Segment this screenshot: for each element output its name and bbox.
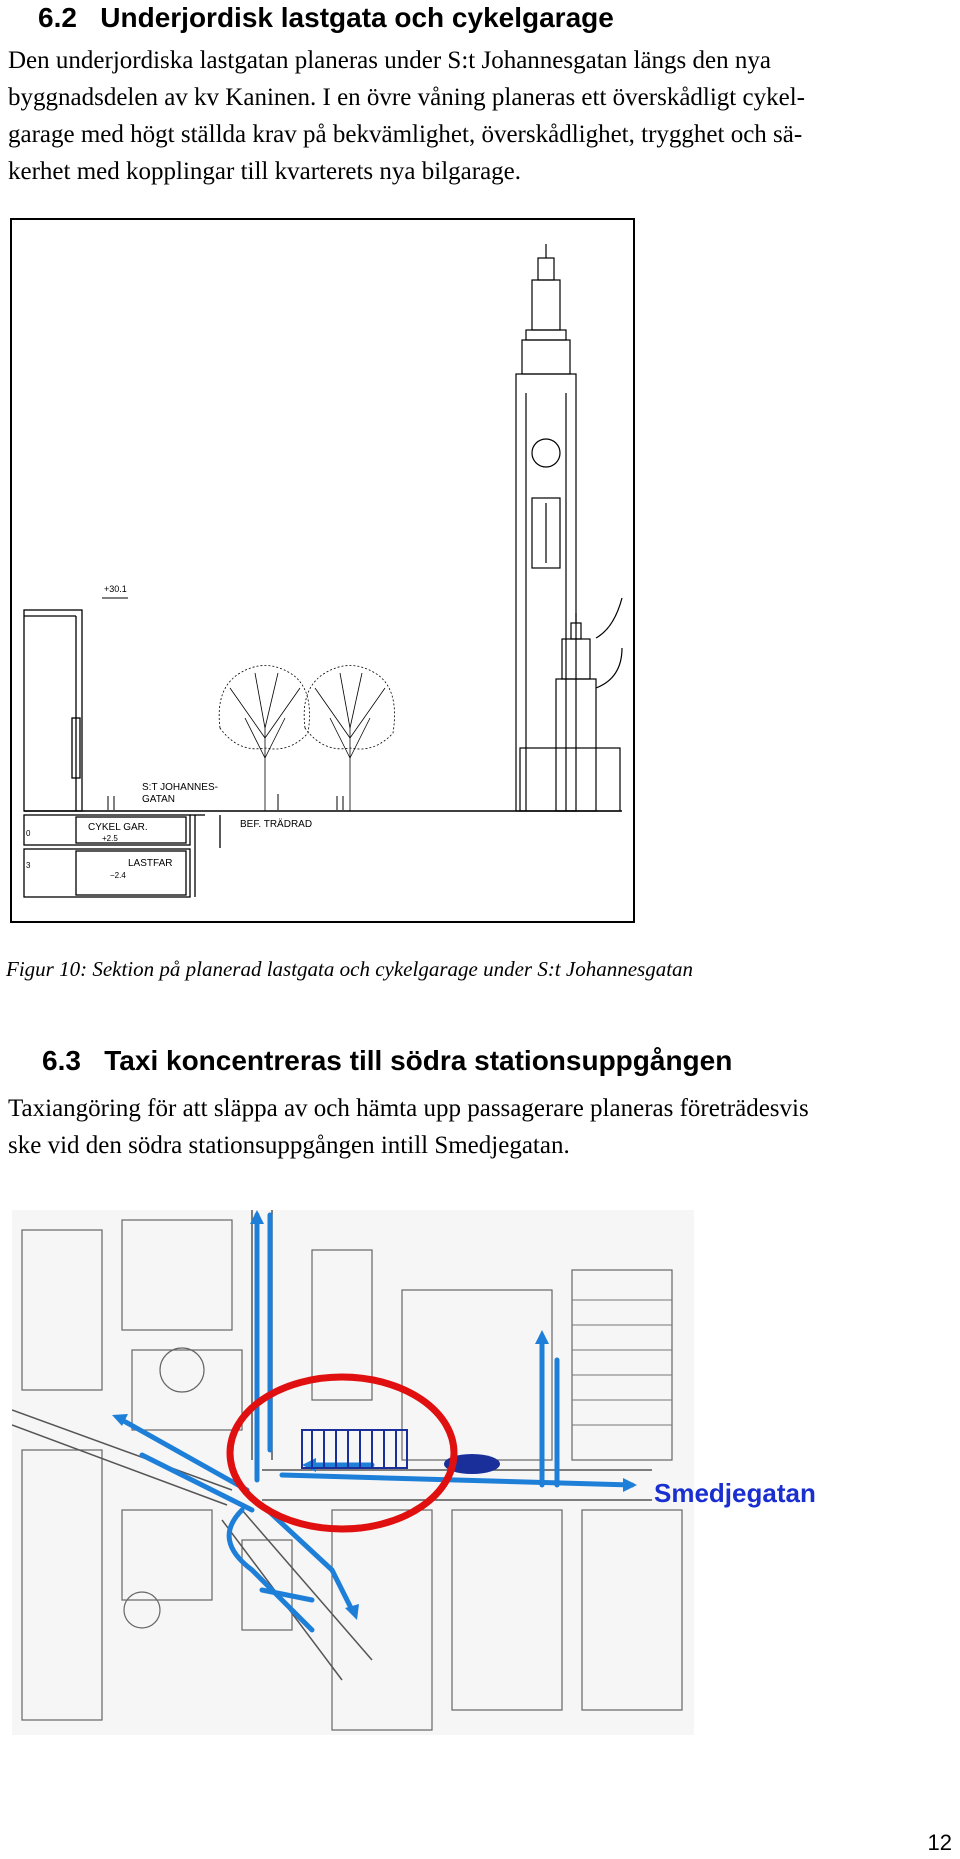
left-level-label: 3 [26, 861, 31, 870]
paragraph-line: ske vid den södra stationsuppgången intill Smedjegatan. [8, 1132, 570, 1159]
bike-garage-level: +2.5 [102, 834, 118, 843]
section-6-2-heading [38, 2, 614, 34]
figure-caption: Figur 10: Sektion på planerad lastgata och cykelgarage under S:t Johannesgatan [6, 957, 694, 981]
paragraph-line: byggnadsdelen av kv Kaninen. I en övre våning planeras ett överskådligt cykel- [8, 84, 805, 111]
section-title: Underjordisk lastgata och cykelgarage [100, 2, 614, 33]
paragraph-line: Den underjordiska lastgatan planeras under S:t Johannesgatan längs den nya [8, 47, 771, 74]
paragraph-line: garage med högt ställda krav på bekvämlighet, överskådlighet, trygghet och sä- [8, 121, 803, 148]
section-6-3-paragraph [8, 1090, 948, 1164]
paragraph-line: kerhet med kopplingar till kvarterets nya bilgarage. [8, 158, 522, 185]
left-level-label: 0 [26, 829, 31, 838]
section-drawing [10, 218, 636, 925]
bike-garage-label: CYKEL GAR. [88, 822, 148, 833]
street-label: S:T JOHANNES- [142, 782, 218, 793]
section-title: Taxi koncentreras till södra stationsuppgången [104, 1045, 733, 1076]
cargo-street-label: LASTFAR [128, 858, 173, 869]
tree-row-label: BEF. TRÄDRAD [240, 819, 313, 830]
section-6-3-heading [42, 1045, 732, 1077]
cargo-street-level: −2.4 [110, 871, 126, 880]
station-map [12, 1210, 948, 1735]
paragraph-line: Taxiangöring för att släppa av och hämta upp passagerare planeras företrädesvis [8, 1095, 809, 1122]
street-name-label: Smedjegatan [654, 1478, 816, 1508]
street-label-2: GATAN [142, 794, 175, 805]
section-6-2-paragraph [8, 42, 948, 190]
page-number: 12 [927, 1830, 952, 1855]
section-number: 6.2 [38, 2, 77, 33]
section-number: 6.3 [42, 1045, 81, 1076]
height-label: +30.1 [104, 584, 127, 594]
